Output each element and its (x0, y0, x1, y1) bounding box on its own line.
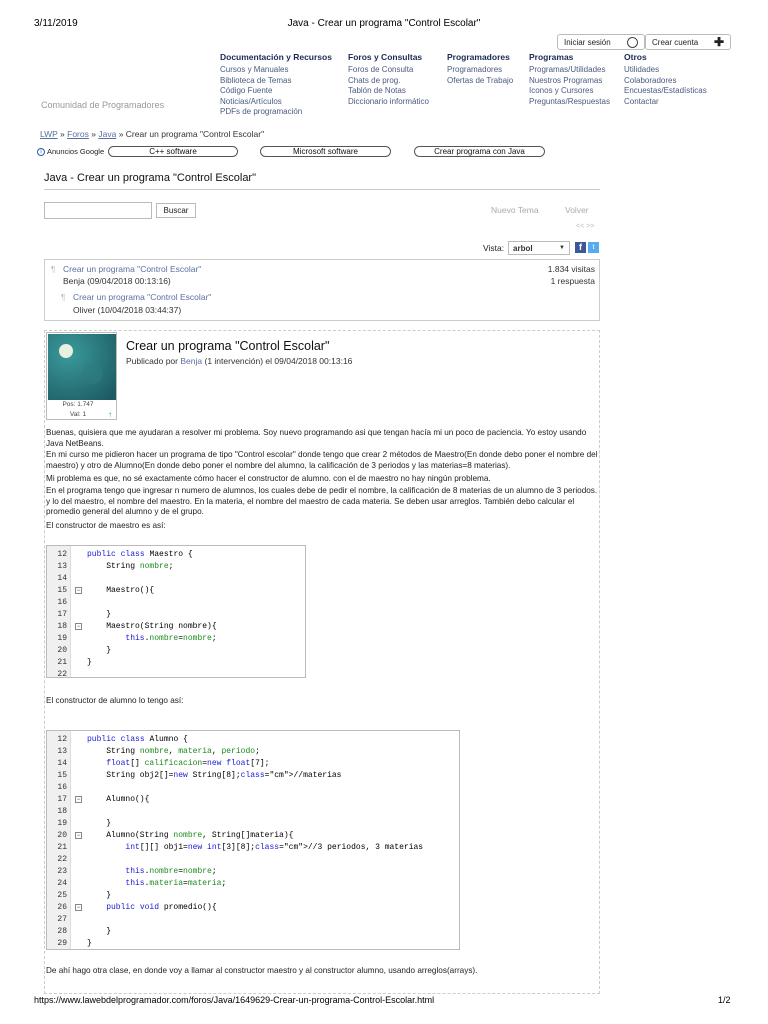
breadcrumb-lwp[interactable]: LWP (40, 129, 58, 139)
reply-author: Oliver (10/04/2018 03:44:37) (73, 305, 182, 315)
code-line (47, 902, 459, 914)
thread-replies: 1 respuesta (550, 276, 595, 286)
code-line (47, 549, 305, 561)
code-line (47, 746, 459, 758)
code-line (47, 926, 459, 938)
line-number: 12 (57, 550, 67, 559)
menu-item[interactable]: Contactar (624, 96, 659, 106)
line-number: 13 (57, 562, 67, 571)
code-line (47, 573, 305, 585)
line-number: 23 (57, 867, 67, 876)
code-text: } (87, 646, 112, 655)
line-number: 20 (57, 646, 67, 655)
login-icon (627, 37, 638, 48)
code-line (47, 818, 459, 830)
line-number: 16 (57, 783, 67, 792)
menu-item[interactable]: Noticias/Artículos (220, 96, 282, 106)
code-text: } (87, 658, 92, 667)
line-number: 16 (57, 598, 67, 607)
code-line (47, 758, 459, 770)
menu-documentacion (220, 52, 332, 117)
menu-item[interactable]: Encuestas/Estadísticas (624, 86, 707, 96)
menu-otros (624, 52, 707, 107)
breadcrumb (40, 129, 264, 139)
post-meta (126, 356, 352, 366)
menu-heading: Foros y Consultas (348, 52, 423, 62)
ad-button-microsoft[interactable]: Microsoft software (260, 146, 391, 157)
menu-item[interactable]: Iconos y Cursores (529, 86, 594, 96)
menu-heading: Documentación y Recursos (220, 52, 332, 62)
code-line (47, 794, 459, 806)
create-account-label: Crear cuenta (652, 37, 699, 47)
menu-heading: Programas (529, 52, 574, 62)
code-text: Maestro(String nombre){ (87, 622, 217, 631)
post-published-prefix: Publicado por (126, 356, 178, 366)
code-text: } (87, 819, 112, 828)
menu-item[interactable]: Tablón de Notas (348, 86, 406, 96)
breadcrumb-java[interactable]: Java (98, 129, 117, 139)
post-meta-suffix: (1 intervención) el 09/04/2018 00:13:16 (204, 356, 353, 366)
line-number: 12 (57, 735, 67, 744)
breadcrumb-current: Crear un programa "Control Escolar" (125, 129, 265, 139)
code-block-alumno (46, 730, 460, 950)
twitter-icon[interactable]: t (588, 242, 599, 253)
code-line (47, 782, 459, 794)
code-line (47, 866, 459, 878)
code-text: public void promedio(){ (106, 903, 217, 912)
menu-programas (529, 52, 610, 107)
line-number: 21 (57, 658, 67, 667)
code-line (47, 938, 459, 950)
menu-item[interactable]: PDFs de programación (220, 107, 303, 117)
avatar (48, 334, 116, 400)
menu-heading: Otros (624, 52, 647, 62)
menu-item[interactable]: Código Fuente (220, 86, 273, 96)
search-input[interactable] (44, 202, 152, 219)
avatar-card (46, 332, 117, 420)
title-divider (44, 189, 600, 190)
line-number: 15 (57, 586, 67, 595)
line-number: 22 (57, 855, 67, 864)
menu-foros (348, 52, 429, 107)
code-line (47, 854, 459, 866)
view-select[interactable] (508, 241, 570, 255)
message-icon: ¶ (61, 293, 66, 302)
menu-item[interactable]: Programas/Utilidades (529, 65, 606, 75)
create-account-button[interactable] (645, 34, 731, 50)
code-text: this.nombre=nombre; (125, 634, 217, 643)
post-paragraph: El constructor de maestro es así: (46, 521, 166, 530)
login-label: Iniciar sesión (564, 37, 611, 47)
avatar-val: Val: 1 (69, 411, 87, 418)
breadcrumb-sep: » (60, 129, 65, 139)
breadcrumb-sep: » (118, 129, 124, 139)
upvote-icon[interactable]: ↑ (108, 410, 112, 419)
menu-item[interactable]: Ofertas de Trabajo (447, 75, 514, 85)
line-number: 24 (57, 879, 67, 888)
thread-summary (44, 259, 600, 321)
fold-toggle-icon[interactable]: − (76, 796, 81, 803)
code-text: this.materia=materia; (125, 879, 227, 888)
code-text: } (87, 891, 112, 900)
code-line (47, 842, 459, 854)
login-button[interactable] (557, 34, 643, 50)
plus-icon: ✚ (713, 35, 724, 49)
code-line (47, 669, 305, 681)
line-number: 19 (57, 819, 67, 828)
line-number: 17 (57, 610, 67, 619)
line-number: 18 (57, 807, 67, 816)
code-text: public class Maestro { (87, 550, 193, 559)
menu-item[interactable]: Chats de prog. (348, 75, 401, 85)
code-line (47, 806, 459, 818)
code-text: Alumno(){ (87, 795, 150, 804)
menu-item[interactable]: Preguntas/Respuestas (529, 96, 610, 106)
menu-item[interactable]: Biblioteca de Temas (220, 75, 292, 85)
print-page: 1/2 (718, 995, 731, 1005)
line-number: 25 (57, 891, 67, 900)
menu-heading: Programadores (447, 52, 510, 62)
line-number: 14 (57, 574, 67, 583)
line-number: 14 (57, 759, 67, 768)
code-text: } (87, 939, 92, 948)
post-paragraph: En mi curso me pidieron hacer un programa de tipo "Control escolar" donde tengo que crear 2 métodos de Maestro(En donde debo poner el nombre del maestro) y otro de Alumno(En donde debo poner el nombre del alumno, la calificación de 3 periodos y las materias=8 materias). (46, 450, 598, 470)
post-paragraph: En el programa tengo que ingresar n numero de alumnos, los cuales debe de pedir el nombre, la calificación de 8 materias de un alumno de 3 periodos. y lo del maestro, el nombre del maestro. En la materia, el nombre del maestro de cada materia. Se deben usar arreglos. También debo calcular el promedio general del alumno y de el grupo. (46, 486, 598, 516)
line-number: 21 (57, 843, 67, 852)
post-paragraph: Mi problema es que, no sé exactamente cómo hacer el constructor de alumno. con el de maestro no hay ningún problema. (46, 474, 491, 483)
code-block-maestro (46, 545, 306, 678)
code-text: String obj2[]=new String[8];class="cm">//materias (87, 771, 342, 780)
code-text: Alumno(String nombre, String[]materia){ (87, 831, 294, 840)
menu-item[interactable]: Utilidades (624, 65, 660, 75)
page-title: Java - Crear un programa "Control Escolar" (44, 172, 257, 184)
code-text: Maestro(){ (87, 586, 155, 595)
code-text: } (87, 927, 112, 936)
code-line (47, 597, 305, 609)
message-icon: ¶ (51, 265, 56, 274)
alumno-intro: El constructor de alumno lo tengo así: (46, 696, 184, 705)
line-number: 28 (57, 927, 67, 936)
code-line (47, 890, 459, 902)
info-icon: i (37, 148, 45, 156)
line-number: 18 (57, 622, 67, 631)
line-number: 29 (57, 939, 67, 948)
post-paragraph: Buenas, quisiera que me ayudaran a resolver mi problema. Soy nuevo programando asi que tengan hacía mi un poco de paciencia. Yo estoy usando Java NetBeans. (46, 428, 587, 448)
fold-toggle-icon[interactable]: − (76, 623, 81, 630)
thread-title-link[interactable]: Crear un programa "Control Escolar" (63, 264, 202, 274)
code-line (47, 645, 305, 657)
line-number: 13 (57, 747, 67, 756)
ads-label: Anuncios Google (47, 147, 105, 156)
code-line (47, 770, 459, 782)
code-line (47, 657, 305, 669)
menu-item[interactable]: Nuestros Programas (529, 75, 603, 85)
menu-item[interactable]: Foros de Consulta (348, 65, 414, 75)
code-line (47, 609, 305, 621)
line-number: 15 (57, 771, 67, 780)
post-title: Crear un programa "Control Escolar" (126, 339, 330, 353)
code-line (47, 621, 305, 633)
facebook-icon[interactable]: f (575, 242, 586, 253)
ad-button-java[interactable]: Crear programa con Java (414, 146, 545, 157)
print-date: 3/11/2019 (34, 18, 78, 29)
fold-toggle-icon[interactable]: − (76, 904, 81, 911)
fold-toggle-icon[interactable]: − (76, 832, 81, 839)
code-line (47, 633, 305, 645)
site-tagline: Comunidad de Programadores (41, 100, 165, 110)
code-text: public class Alumno { (87, 735, 188, 744)
print-url: https://www.lawebdelprogramador.com/foros/Java/1649629-Crear-un-programa-Control-Escolar.html (34, 995, 435, 1005)
pagination-arrows[interactable]: << >> (576, 223, 595, 230)
code-text: String nombre; (87, 562, 174, 571)
view-label: Vista: (483, 243, 505, 253)
menu-item[interactable]: Diccionario informático (348, 96, 429, 106)
menu-item[interactable]: Cursos y Manuales (220, 65, 289, 75)
code-line (47, 830, 459, 842)
line-number: 19 (57, 634, 67, 643)
line-number: 26 (57, 903, 67, 912)
dropdown-arrow-icon: ▼ (559, 245, 565, 251)
post-author-link[interactable]: Benja (180, 356, 203, 366)
code-line (47, 878, 459, 890)
avatar-pos: Pos: 1.747 (62, 401, 94, 408)
reply-title-link[interactable]: Crear un programa "Control Escolar" (73, 292, 212, 302)
line-number: 17 (57, 795, 67, 804)
menu-item[interactable]: Programadores (447, 65, 503, 75)
search-button[interactable]: Buscar (156, 203, 196, 218)
code-line (47, 561, 305, 573)
code-text: this.nombre=nombre; (125, 867, 217, 876)
code-line (47, 914, 459, 926)
code-text: float[] calificacion=new float[7]; (106, 759, 270, 768)
back-link[interactable]: Volver (565, 205, 589, 215)
menu-item[interactable]: Colaboradores (624, 75, 677, 85)
breadcrumb-sep: » (91, 129, 96, 139)
code-text: } (87, 610, 112, 619)
ad-button-cpp[interactable]: C++ software (108, 146, 238, 157)
menu-programadores (447, 52, 513, 86)
post-closing: De ahí hago otra clase, en donde voy a llamar al constructor maestro y al constructor alumno, usando arreglos(arrays). (46, 966, 478, 975)
line-number: 20 (57, 831, 67, 840)
ads-label-wrap (37, 147, 104, 156)
code-line (47, 734, 459, 746)
thread-author: Benja (09/04/2018 00:13:16) (63, 276, 171, 286)
code-text: int[][] obj1=new int[3][8];class="cm">//3 periodos, 3 materias (125, 843, 424, 852)
code-text: String nombre, materia, periodo; (87, 747, 260, 756)
fold-toggle-icon[interactable]: − (76, 587, 81, 594)
view-select-value: arbol (513, 243, 533, 253)
line-number: 27 (57, 915, 67, 924)
breadcrumb-foros[interactable]: Foros (67, 129, 89, 139)
thread-visits: 1.834 visitas (547, 264, 595, 274)
print-title: Java - Crear un programa "Control Escolar" (287, 18, 481, 29)
line-number: 22 (57, 670, 67, 679)
new-topic-link[interactable]: Nuevo Tema (491, 205, 539, 215)
code-line (47, 585, 305, 597)
